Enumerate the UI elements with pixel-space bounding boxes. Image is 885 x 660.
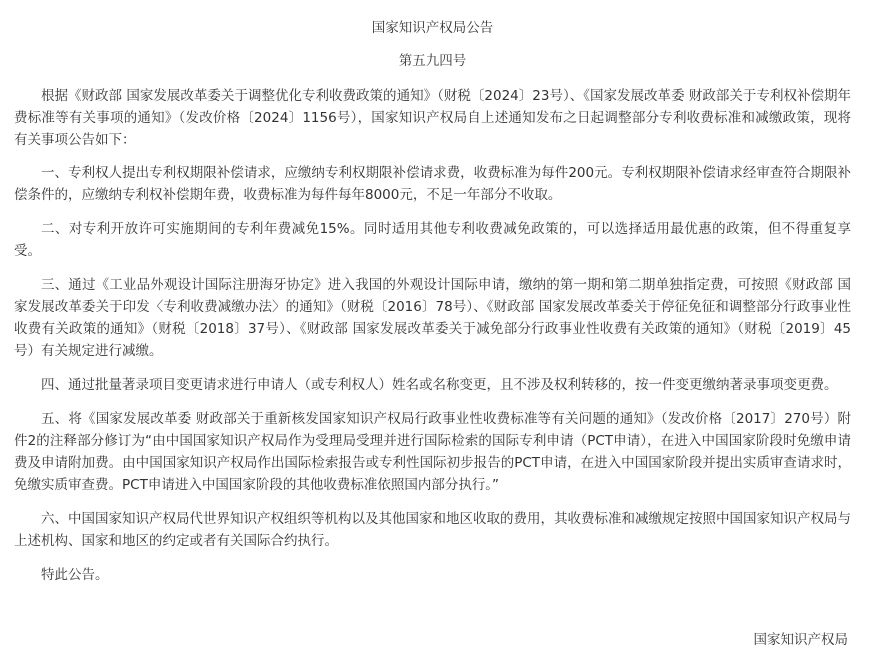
issuer-signature: 国家知识产权局 [753, 632, 848, 648]
document-title: 国家知识产权局公告 [371, 20, 494, 36]
clause-paragraph-5: 五、将《国家发展改革委 财政部关于重新核发国家知识产权局行政事业性收费标准等有关问题的通知》（发改价格〔2017〕270号）附件2的注释部分修订为“由中国国家知识产权局作为受理局受理并进行国际检索的国际专利申请（PCT申请），在进入中国国家阶段时免缴申请费及申请附加费。由中国国家知识产权局作出国际检索报告或专利性国际初步报告的PCT申请，在进入中国国家阶段并提出实质审查请求时，免缴实质审查费。PCT申请进入中国国家阶段的其他收费标准依照国内部分执行。” [14, 411, 851, 493]
clause-paragraph-4: 四、通过批量著录项目变更请求进行申请人（或专利权人）姓名或名称变更，且不涉及权利转移的，按一件变更缴纳著录事项变更费。 [41, 377, 838, 393]
clause-paragraph-2: 二、对专利开放许可实施期间的专利年费减免15%。同时适用其他专利收费减免政策的，可以选择适用最优惠的政策，但不得重复享受。 [14, 221, 851, 259]
announcement-number: 第五九四号 [398, 53, 467, 69]
clause-paragraph-3: 三、通过《工业品外观设计国际注册海牙协定》进入我国的外观设计国际申请，缴纳的第一期和第二期单独指定费，可按照《财政部 国家发展改革委关于印发〈专利收费减缴办法〉的通知》（财税〔2016〕78号）、《财政部 国家发展改革委关于停征免征和调整部分行政事业性收费有关政策的通知》（财税〔2018〕37号）、《财政部 国家发展改革委关于减免部分行政事业性收费有关政策的通知》（财税〔2019〕45号）有关规定进行减缴。 [14, 277, 851, 359]
closing-line: 特此公告。 [41, 567, 109, 583]
clause-paragraph-6: 六、中国国家知识产权局代世界知识产权组织等机构以及其他国家和地区收取的费用，其收费标准和减缴规定按照中国国家知识产权局与上述机构、国家和地区的约定或者有关国际合约执行。 [14, 511, 851, 549]
intro-paragraph: 根据《财政部 国家发展改革委关于调整优化专利收费政策的通知》（财税〔2024〕23号）、《国家发展改革委 财政部关于专利权补偿期年费标准等有关事项的通知》（发改价格〔2024〕1156号），国家知识产权局自上述通知发布之日起调整部分专利收费标准和减缴政策，现将有关事项公告如下： [14, 88, 851, 148]
clause-paragraph-1: 一、专利权人提出专利权期限补偿请求，应缴纳专利权期限补偿请求费，收费标准为每件200元。专利权期限补偿请求经审查符合期限补偿条件的，应缴纳专利权补偿期年费，收费标准为每件每年8000元，不足一年部分不收取。 [14, 165, 851, 203]
